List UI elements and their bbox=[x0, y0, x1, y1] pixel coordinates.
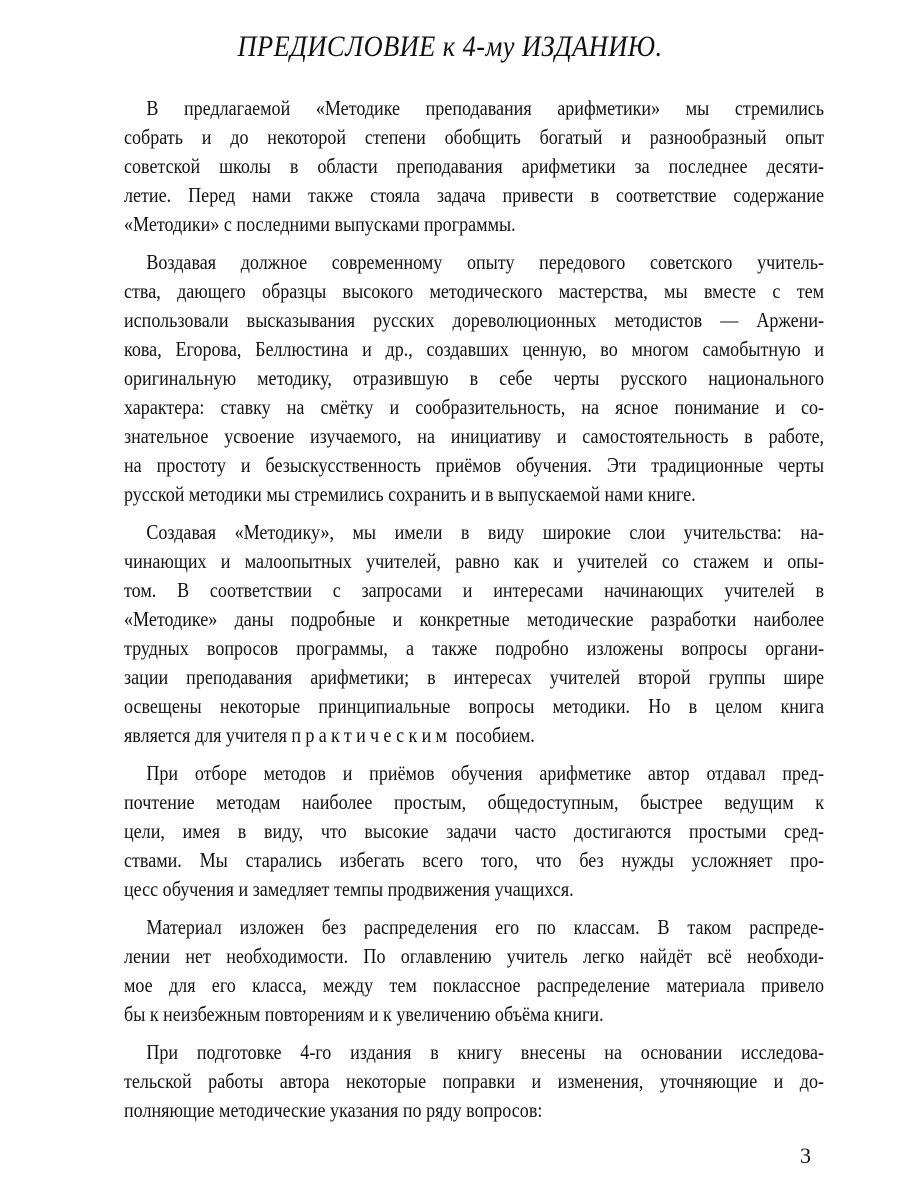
paragraph-3 bbox=[124, 518, 824, 750]
text-line: При отборе методов и приёмов обучения арифметике автор отдавал пред- bbox=[146, 761, 825, 785]
text-line: Создавая «Методику», мы имели в виду широкие слои учительства: на- bbox=[146, 520, 825, 544]
body-text bbox=[124, 94, 824, 1134]
text-line: зации преподавания арифметики; в интересах учителей второй группы шире bbox=[124, 665, 825, 689]
text-line: Материал изложен без распределения его по классам. В таком распреде- bbox=[146, 915, 825, 939]
text-fragment: является для учителя bbox=[124, 723, 292, 747]
text-line: на простоту и безыскусственность приёмов обучения. Эти традиционные черты bbox=[124, 453, 825, 477]
text-line: советской школы в области преподавания арифметики за последнее десяти- bbox=[124, 154, 825, 178]
paragraph-6 bbox=[124, 1038, 824, 1125]
text-line: оригинальную методику, отразившую в себе черты русского национального bbox=[124, 366, 825, 390]
text-line: цели, имея в виду, что высокие задачи часто достигаются простыми сред- bbox=[124, 819, 825, 843]
paragraph-5 bbox=[124, 913, 824, 1029]
text-line bbox=[124, 721, 824, 750]
paragraph-4 bbox=[124, 759, 824, 904]
text-line: тельской работы автора некоторые поправки и изменения, уточняющие и до- bbox=[124, 1069, 825, 1093]
text-line: чинающих и малоопытных учителей, равно как и учителей со стажем и опы- bbox=[124, 549, 825, 573]
text-line: бы к неизбежным повторениям и к увеличению объёма книги. bbox=[124, 1002, 604, 1026]
text-line: мое для его класса, между тем поклассное распределение материала привело bbox=[124, 973, 825, 997]
text-line: ствами. Мы старались избегать всего того, что без нужды усложняет про- bbox=[124, 848, 825, 872]
page-number: 3 bbox=[800, 1143, 811, 1168]
text-line: том. В соответствии с запросами и интересами начинающих учителей в bbox=[124, 578, 825, 602]
text-line: ства, дающего образцы высокого методического мастерства, мы вместе с тем bbox=[124, 279, 825, 303]
text-line: летие. Перед нами также стояла задача привести в соответствие содержание bbox=[124, 183, 825, 207]
emphasized-word: практическим bbox=[291, 723, 452, 747]
text-line: полняющие методические указания по ряду вопросов: bbox=[124, 1098, 543, 1122]
text-line: почтение методам наиболее простым, общедоступным, быстрее ведущим к bbox=[124, 790, 825, 814]
paragraph-1 bbox=[124, 94, 824, 239]
paragraph-2 bbox=[124, 248, 824, 509]
text-line: трудных вопросов программы, а также подробно изложены вопросы органи- bbox=[124, 636, 825, 660]
text-line: цесс обучения и замедляет темпы продвижения учащихся. bbox=[124, 877, 574, 901]
page-title: ПРЕДИСЛОВИЕ к 4-му ИЗДАНИЮ. bbox=[237, 30, 663, 63]
text-line: Воздавая должное современному опыту передового советского учитель- bbox=[146, 250, 825, 274]
text-line: кова, Егорова, Беллюстина и др., создавших ценную, во многом самобытную и bbox=[124, 337, 825, 361]
text-line: собрать и до некоторой степени обобщить богатый и разнообразный опыт bbox=[124, 125, 825, 149]
text-line: русской методики мы стремились сохранить и в выпускаемой нами книге. bbox=[124, 482, 696, 506]
text-fragment: пособием. bbox=[451, 723, 535, 747]
text-line: В предлагаемой «Методике преподавания арифметики» мы стремились bbox=[146, 96, 825, 120]
text-line: характера: ставку на смётку и сообразительность, на ясное понимание и со- bbox=[124, 395, 825, 419]
text-line: При подготовке 4-го издания в книгу внесены на основании исследова- bbox=[146, 1040, 825, 1064]
text-line: освещены некоторые принципиальные вопросы методики. Но в целом книга bbox=[124, 694, 825, 718]
text-line: «Методике» даны подробные и конкретные методические разработки наиболее bbox=[124, 607, 825, 631]
text-line: знательное усвоение изучаемого, на инициативу и самостоятельность в работе, bbox=[124, 424, 825, 448]
text-line: лении нет необходимости. По оглавлению учитель легко найдёт всё необходи- bbox=[124, 944, 825, 968]
text-line: использовали высказывания русских дореволюционных методистов — Аржени- bbox=[124, 308, 825, 332]
text-line: «Методики» с последними выпусками программы. bbox=[124, 212, 516, 236]
